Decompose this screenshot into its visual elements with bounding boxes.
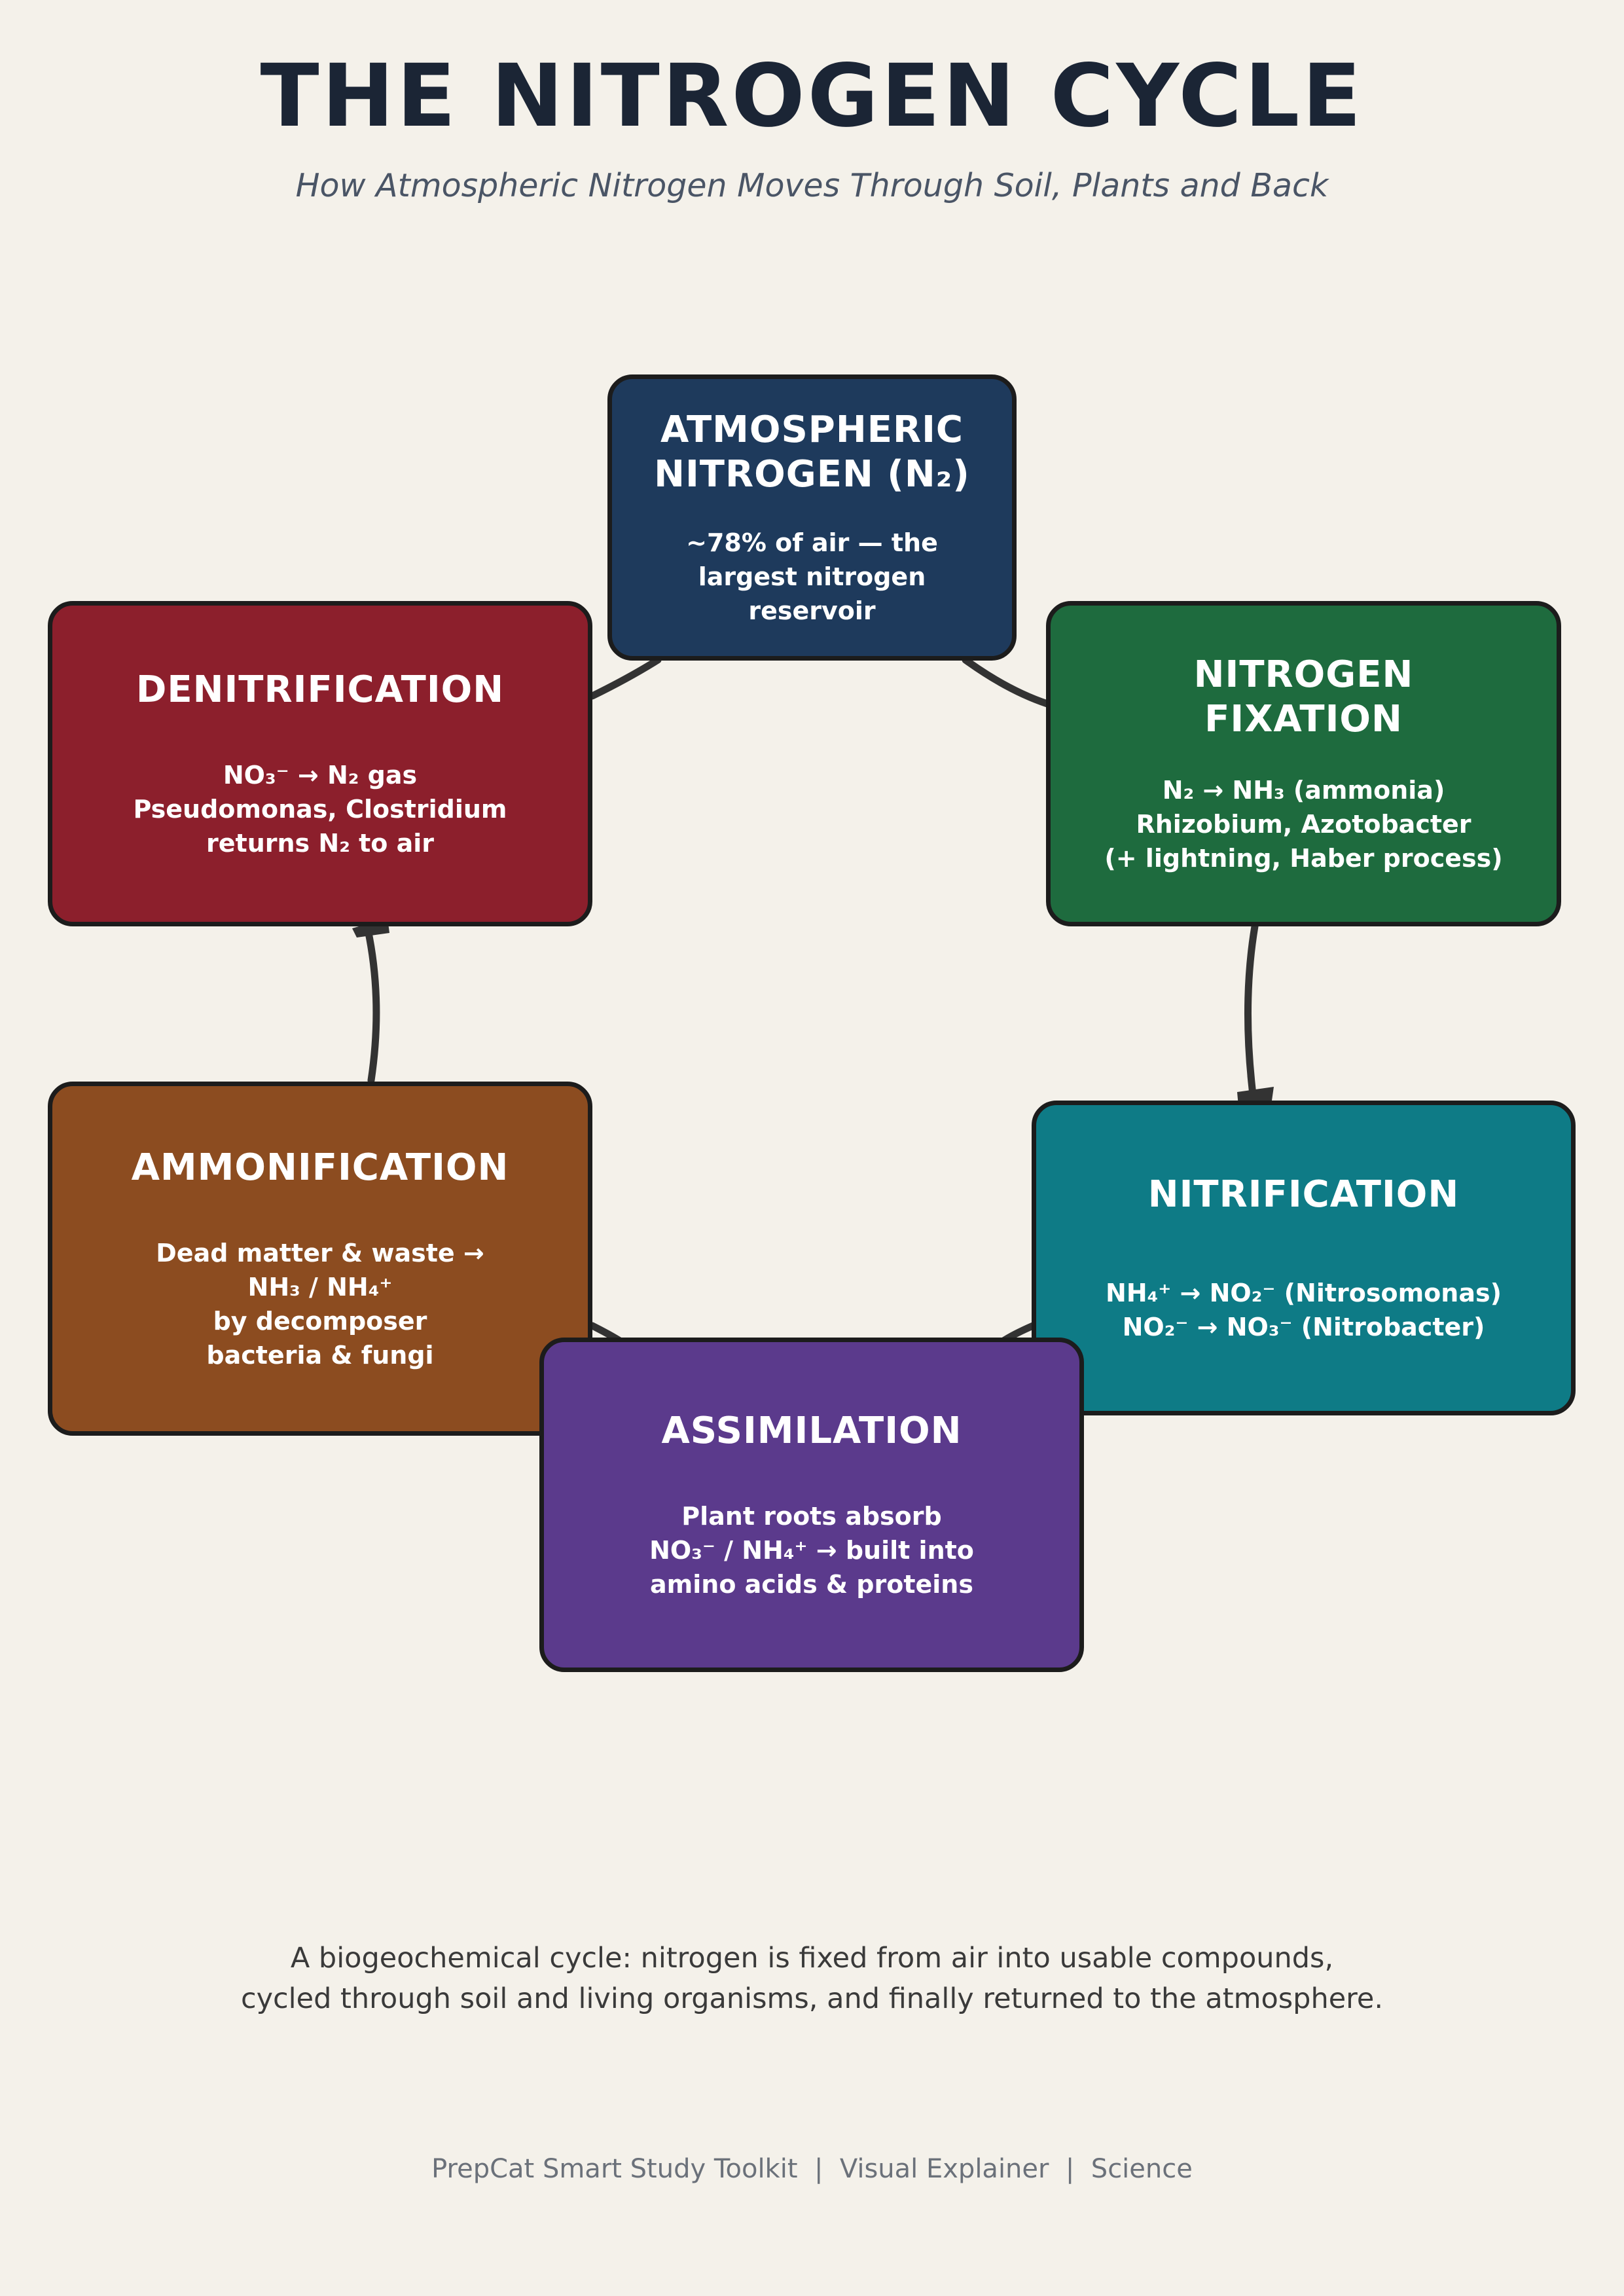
atmospheric-nitrogen-desc: ~78% of air — the largest nitrogen reservoir [686,528,938,625]
assimilation-box [539,1338,1084,1672]
atmospheric-nitrogen-box [607,374,1017,661]
nitrification-title: NITRIFICATION [1147,1173,1460,1216]
cycle-caption: A biogeochemical cycle: nitrogen is fixed from air into usable compounds, cycled through soil and living organisms, and finally returned to the atmosphere. [240,1942,1384,2015]
arrow-fixation-to-nitrification [1248,926,1255,1100]
arrow-atmosphere-to-fixation [965,660,1047,704]
nitrification-desc: NH₄⁺ → NO₂⁻ (Nitrosomonas) NO₂⁻ → NO₃⁻ (Nitrobacter) [1106,1278,1502,1341]
nitrification-box [1032,1101,1576,1415]
page-subtitle: How Atmospheric Nitrogen Moves Through Soil, Plants and Back [295,167,1329,204]
nitrogen-fixation-box [1046,601,1561,926]
denitrification-desc: NO₃⁻ → N₂ gas Pseudomonas, Clostridium returns N₂ to air [133,760,507,858]
assimilation-desc: Plant roots absorb NO₃⁻ / NH₄⁺ → built into amino acids & proteins [649,1501,974,1599]
ammonification-desc: Dead matter & waste → NH₃ / NH₄⁺ by decomposer bacteria & fungi [156,1238,484,1370]
ammonification-box [48,1082,592,1436]
arrow-ammonification-to-denitrification [368,930,376,1080]
nitrogen-fixation-title: NITROGEN FIXATION [1193,653,1414,740]
page-title: THE NITROGEN CYCLE [260,46,1364,147]
assimilation-title: ASSIMILATION [661,1409,962,1452]
nitrogen-fixation-desc: N₂ → NH₃ (ammonia) Rhizobium, Azotobacter (+ lightning, Haber process) [1104,775,1503,873]
denitrification-title: DENITRIFICATION [135,668,505,711]
arrow-denitrification-to-atmosphere [592,660,658,696]
ammonification-title: AMMONIFICATION [131,1146,509,1189]
footer-credits: PrepCat Smart Study Toolkit | Visual Explainer | Science [431,2154,1193,2184]
atmospheric-nitrogen-title: ATMOSPHERIC NITROGEN (N₂) [654,408,970,496]
denitrification-box [48,601,592,926]
